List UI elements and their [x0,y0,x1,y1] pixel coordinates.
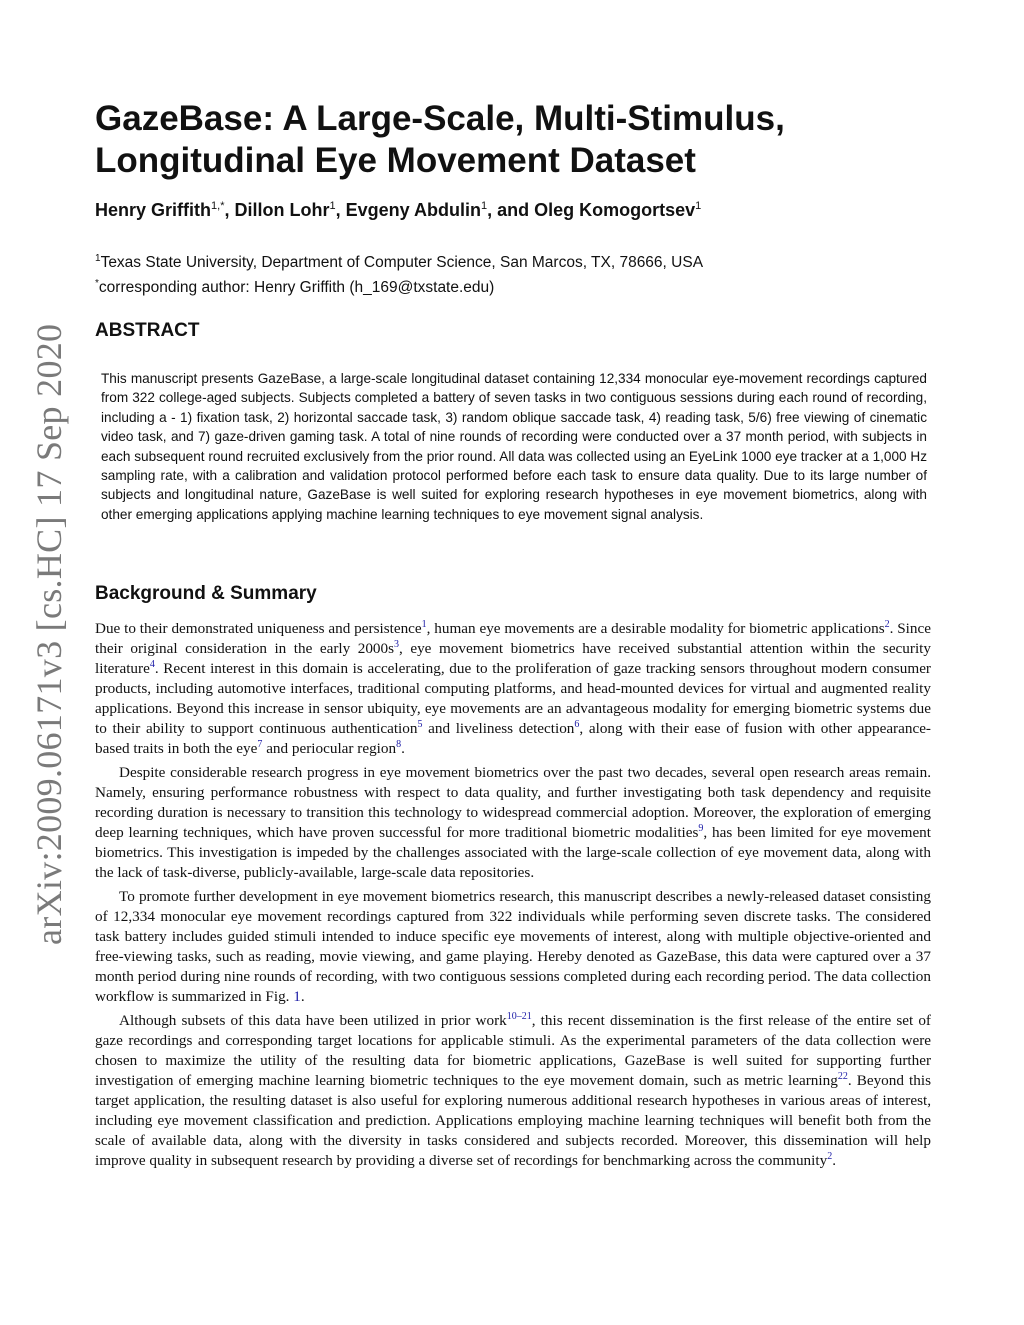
citation-link[interactable]: 6 [574,718,580,730]
abstract-heading: ABSTRACT [95,320,200,341]
citation-link[interactable]: 1 [421,618,427,630]
citation-link[interactable]: 8 [396,738,402,750]
affiliation-line [95,248,935,273]
citation-link[interactable]: 2 [884,618,890,630]
citation-link[interactable]: 7 [257,738,263,750]
affiliation-mark: * [95,278,99,290]
arxiv-identifier-stamp: arXiv:2009.06171v3 [cs.HC] 17 Sep 2020 [29,323,69,945]
citation-link[interactable]: 9 [698,822,704,834]
author-name: Oleg Komogortsev [534,200,696,220]
body-text [95,619,931,1175]
affiliation-text: corresponding author: Henry Griffith (h_169@txstate.edu) [98,279,495,297]
body-paragraph: Due to their demonstrated uniqueness and persistence$^1$, human eye movements are a desirable modality for biometric applications$^2$. Since their original consideration in the early 2000s$^3$, eye movement biometrics have received substantial attention within the security literature$^4$. Recent interest in this domain is accelerating, due to the proliferation of gaze tracking sensors throughout modern consumer products, including automotive interfaces, traditional computing platforms, and head-mounted devices for virtual and augmented reality applications. Beyond this increase in sensor ubiquity, eye movements are an advantageous modality for emerging biometric systems due to their ability to support continuous authentication$^5$ and liveliness detection$^6$, along with their ease of fusion with other appearance-based traits in both the eye$^7$ and periocular region$^8$. [95,618,931,757]
affiliations [95,248,935,298]
citation-link[interactable]: 3 [394,638,400,650]
author-affiliation-mark: 1 [480,200,488,212]
affiliation-text: Texas State University, Department of Computer Science, San Marcos, TX, 78666, USA [100,254,704,272]
author-name: Henry Griffith [95,200,212,220]
author-name: Evgeny Abdulin [345,200,481,220]
affiliation-mark: 1 [95,253,101,264]
author-affiliation-mark: 1 [329,200,336,212]
citation-link[interactable]: 2 [827,1150,833,1162]
author-list: Henry Griffith$^{1,*}$, Dillon Lohr$^1$, Evgeny Abdulin$^1$, and Oleg Komogortsev$^1$ [95,200,702,220]
figure-reference-link[interactable]: 1 [293,988,301,1005]
citation-link[interactable]: 22 [837,1070,848,1082]
abstract-text: This manuscript presents GazeBase, a large-scale longitudinal dataset containing 12,334 monocular eye-movement recordings captured from 322 college-aged subjects. Subjects completed a battery of seven tasks in two contiguous sessions during each round of recording, including a - 1) fixation task, 2) horizontal saccade task, 3) random oblique saccade task, 4) reading task, 5/6) free viewing of cinematic video task, and 7) gaze-driven gaming task. A total of nine rounds of recording were conducted over a 37 month period, with subjects in each subsequent round recruited exclusively from the prior round. All data was collected using an EyeLink 1000 eye tracker at a 1,000 Hz sampling rate, with a calibration and validation protocol performed before each task to ensure data quality. Due to its large number of subjects and longitudinal nature, GazeBase is well suited for exploring research hypotheses in eye movement biometrics, along with other emerging applications applying machine learning techniques to eye movement signal analysis. [101,371,927,522]
body-paragraph: To promote further development in eye movement biometrics research, this manuscript describes a newly-released dataset consisting of 12,334 monocular eye movement recordings captured from 322 individuals while performing seven discrete tasks. The considered task battery includes guided stimuli intended to induce specific eye movements of interest, along with multiple objective-oriented and free-viewing tasks, such as reading, movie viewing, and game playing. Hereby denoted as GazeBase, this data were captured over a 37 month period during nine rounds of recording, with two contiguous sessions completed during each recording period. The data collection workflow is summarized in Fig. 1. [95,888,931,1005]
affiliation-line [95,273,935,298]
paper-title: GazeBase: A Large-Scale, Multi-Stimulus, Longitudinal Eye Movement Dataset [95,99,785,180]
citation-link[interactable]: 5 [417,718,423,730]
author-affiliation-mark: 1 [695,200,702,212]
body-paragraph: Although subsets of this data have been utilized in prior work$^{10-21}$, this recent dissemination is the first release of the entire set of gaze recordings and corresponding target locations for applicable stimuli. As the experimental parameters of the data collection were chosen to maximize the utility of the resulting data for biometric applications, GazeBase is well suited for supporting further investigation of emerging machine learning biometric techniques to the eye movement domain, such as metric learning$^{22}$. Beyond this target application, the resulting dataset is also useful for exploring numerous additional research hypotheses in various areas of interest, including eye movement classification and prediction. Applications employing machine learning techniques will benefit both from the scale of available data, along with the diversity in tasks considered and subjects recorded. Moreover, this dissemination will help improve quality in subsequent research by providing a diverse set of recordings for benchmarking across the community$^2$. [95,1010,931,1169]
citation-link[interactable]: 10–21 [506,1010,532,1022]
author-affiliation-mark: 1,* [211,200,225,212]
author-name: Dillon Lohr [234,200,330,220]
citation-link[interactable]: 4 [149,658,155,670]
section-heading-background-summary: Background & Summary [95,583,317,604]
body-paragraph: Despite considerable research progress in eye movement biometrics over the past two decades, several open research areas remain. Namely, ensuring performance robustness with respect to data quality, and further investigating both task dependency and requisite recording duration is necessary to transition this technology to widespread commercial adoption. Moreover, the exploration of emerging deep learning techniques, which have proven successful for more traditional biometric modalities$^9$, has been limited for eye movement biometrics. This investigation is impeded by the challenges associated with the large-scale collection of eye movement data, along with the lack of task-diverse, publicly-available, large-scale data repositories. [95,764,931,881]
